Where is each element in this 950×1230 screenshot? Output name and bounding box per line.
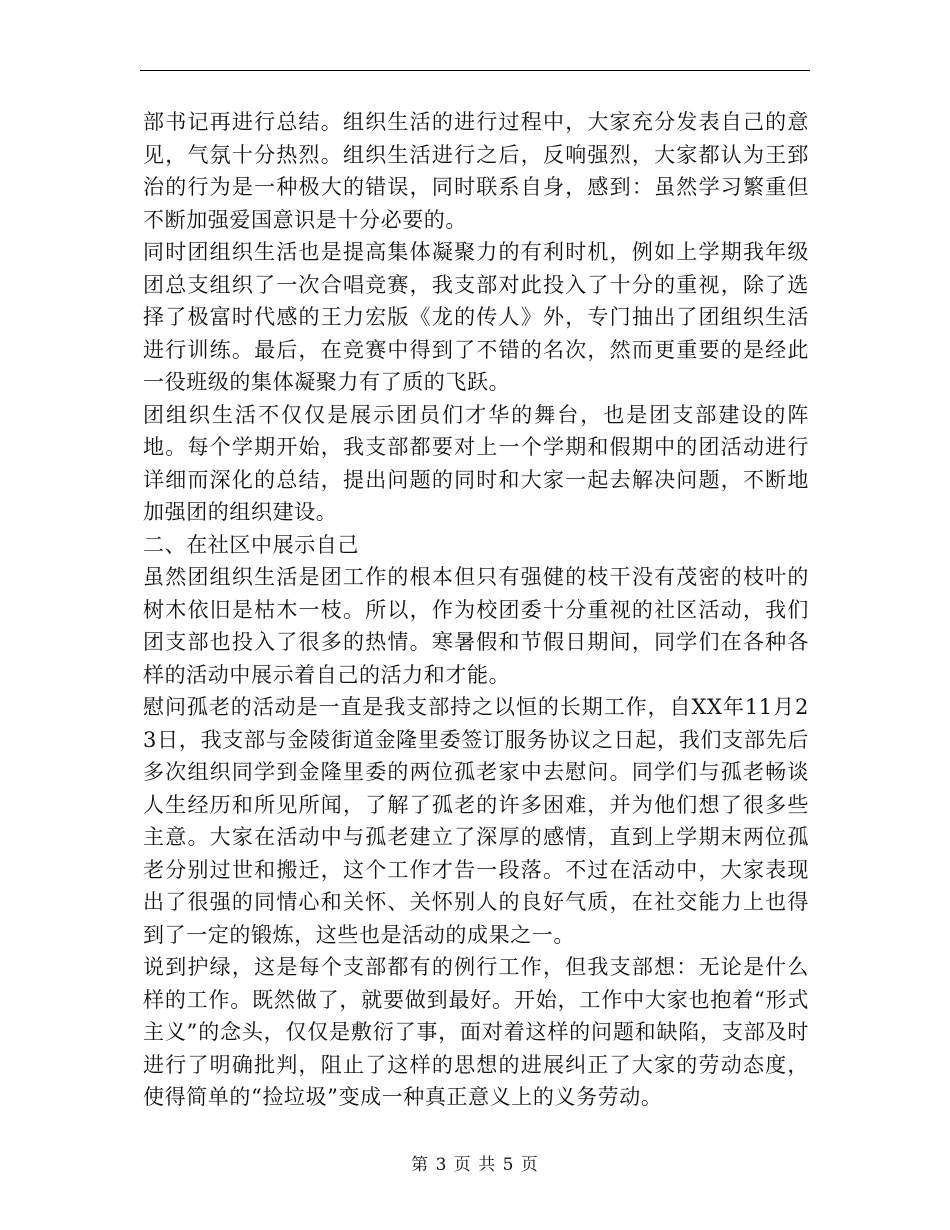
paragraph: 慰问孤老的活动是一直是我支部持之以恒的长期工作，自XX年11月23日，我支部与金陵街道金隆里委签订服务协议之日起，我们支部先后多次组织同学到金隆里委的两位孤老家中去慰问。同学们与孤老畅谈人生经历和所见所闻，了解了孤老的许多困难，并为他们想了很多些主意。大家在活动中与孤老建立了深厚的感情，直到上学期末两位孤老分别过世和搬迁，这个工作才告一段落。不过在活动中，大家表现出了很强的同情心和关怀、关怀别人的良好气质，在社交能力上也得到了一定的锻炼，这些也是活动的成果之一。: [143, 695, 809, 947]
header-rule: [140, 70, 810, 71]
page-number: 第 3 页 共 5 页: [411, 1155, 539, 1175]
paragraph: 说到护绿，这是每个支部都有的例行工作，但我支部想：无论是什么样的工作。既然做了，就要做到最好。开始，工作中大家也抱着“形式主义”的念头，仅仅是敷衍了事，面对着这样的问题和缺陷，支部及时进行了明确批判，阻止了这样的思想的进展纠正了大家的劳动态度，使得简单的“捡垃圾”变成一种真正意义上的义务劳动。: [143, 955, 809, 1109]
paragraph: 虽然团组织生活是团工作的根本但只有强健的枝干没有茂密的枝叶的树木依旧是枯木一枝。所以，作为校团委十分重视的社区活动，我们团支部也投入了很多的热情。寒暑假和节假日期间，同学们在各种各样的活动中展示着自己的活力和才能。: [143, 565, 809, 687]
paragraph: 团组织生活不仅仅是展示团员们才华的舞台，也是团支部建设的阵地。每个学期开始，我支部都要对上一个学期和假期中的团活动进行详细而深化的总结，提出问题的同时和大家一起去解决问题，不断地加强团的组织建设。: [143, 402, 809, 524]
paragraph: 部书记再进行总结。组织生活的进行过程中，大家充分发表自己的意见，气氛十分热烈。组织生活进行之后，反响强烈，大家都认为王郅治的行为是一种极大的错误，同时联系自身，感到：虽然学习繁重但不断加强爱国意识是十分必要的。: [143, 110, 809, 232]
section-heading: 二、在社区中展示自己: [143, 532, 359, 557]
page-footer: [0, 1150, 950, 1175]
paragraph: 同时团组织生活也是提高集体凝聚力的有利时机，例如上学期我年级团总支组织了一次合唱竞赛，我支部对此投入了十分的重视，除了选择了极富时代感的王力宏版《龙的传人》外，专门抽出了团组织生活进行训练。最后，在竞赛中得到了不错的名次，然而更重要的是经此一役班级的集体凝聚力有了质的飞跃。: [143, 240, 809, 394]
document-body: [143, 106, 809, 1114]
